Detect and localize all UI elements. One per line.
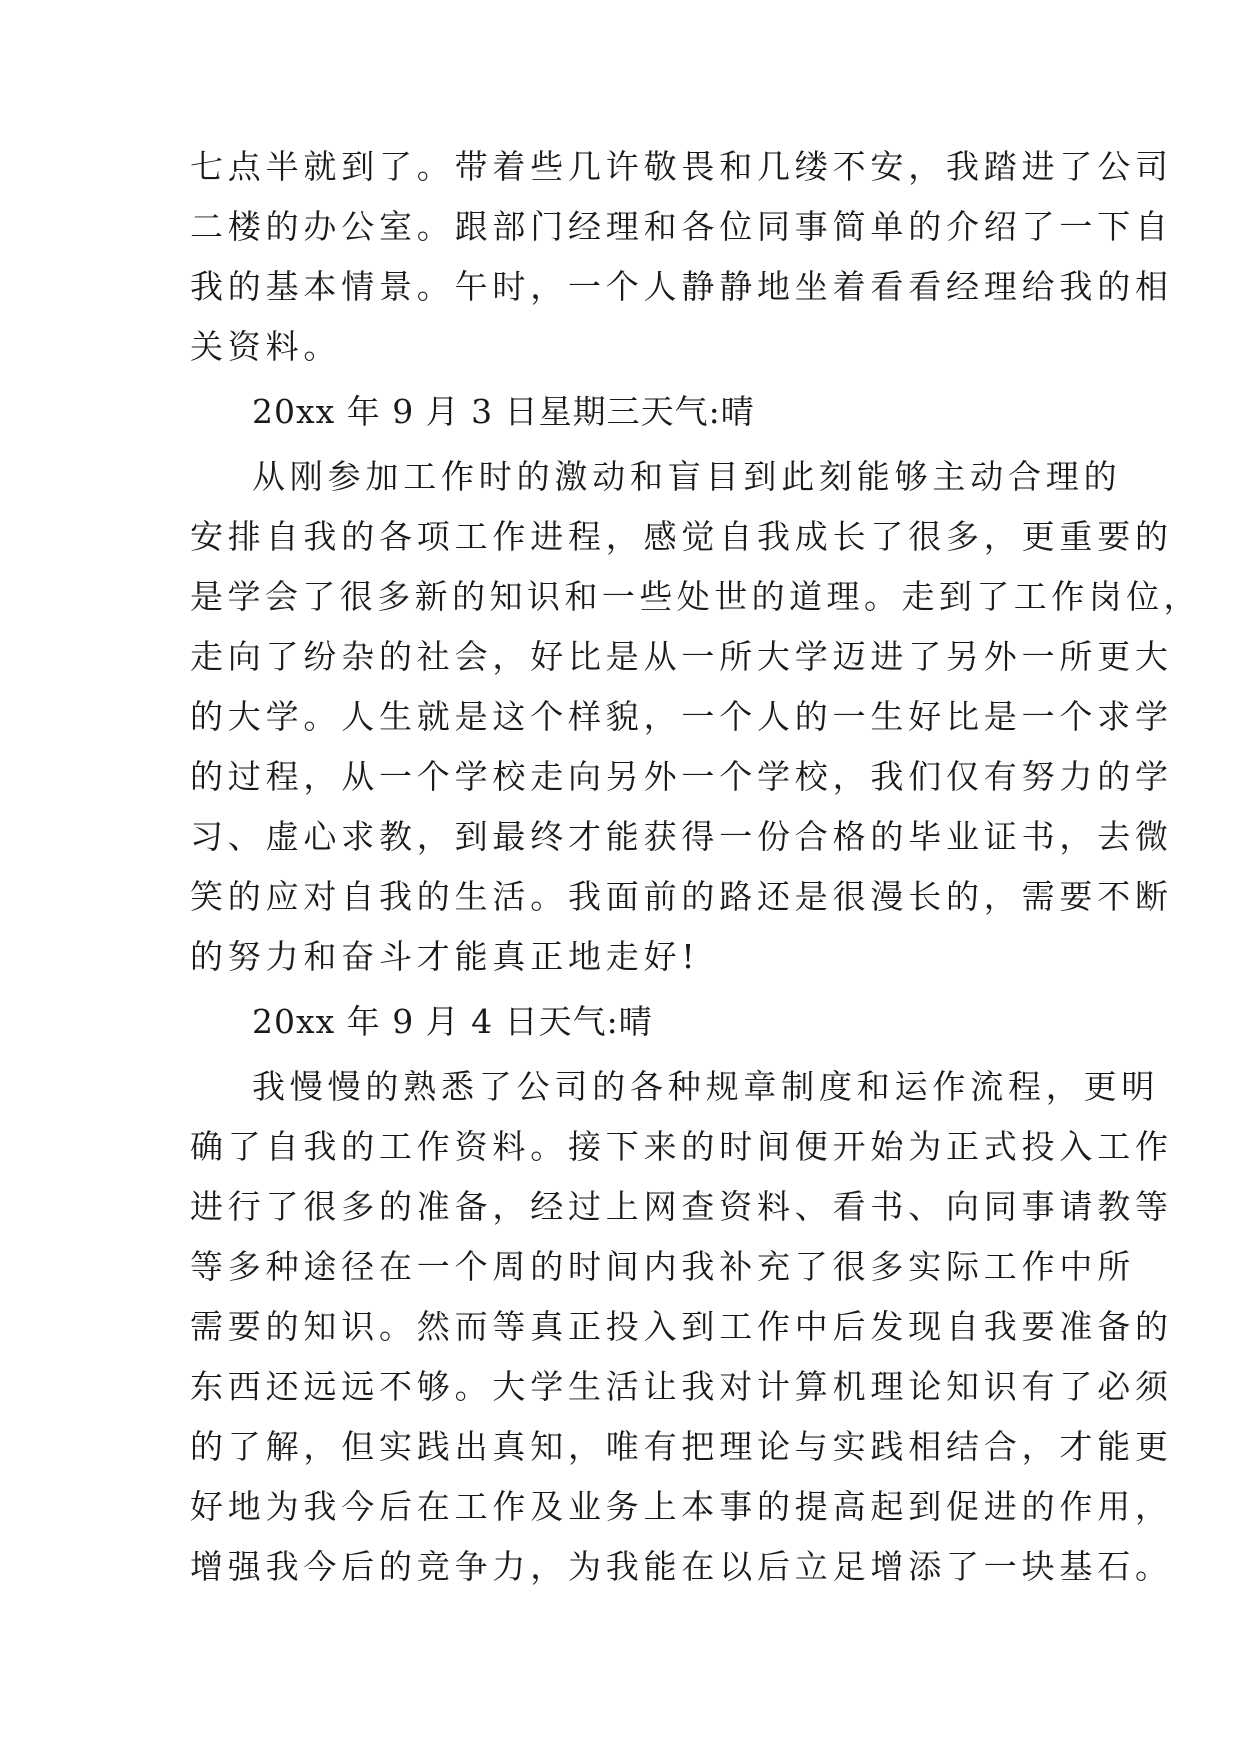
paragraph-line: 东西还远远不够。大学生活让我对计算机理论知识有了必须	[190, 1367, 1173, 1406]
paragraph-line: 的了解，但实践出真知，唯有把理论与实践相结合，才能更	[190, 1427, 1173, 1466]
paragraph-line: 走向了纷杂的社会，好比是从一所大学迈进了另外一所更大	[190, 637, 1173, 676]
paragraph-line: 七点半就到了。带着些几许敬畏和几缕不安，我踏进了公司	[190, 147, 1173, 186]
paragraph-line: 好地为我今后在工作及业务上本事的提高起到促进的作用，	[190, 1487, 1173, 1526]
paragraph-line: 是学会了很多新的知识和一些处世的道理。走到了工作岗位，	[190, 577, 1201, 616]
paragraph-line: 习、虚心求教，到最终才能获得一份合格的毕业证书，去微	[190, 817, 1173, 856]
paragraph-line: 关资料。	[190, 327, 342, 366]
paragraph-line: 等多种途径在一个周的时间内我补充了很多实际工作中所	[190, 1247, 1135, 1286]
paragraph-line: 确了自我的工作资料。接下来的时间便开始为正式投入工作	[190, 1127, 1173, 1166]
diary-date-heading: 20xx 年 9 月 3 日星期三天气:晴	[252, 392, 755, 431]
paragraph-line: 的过程，从一个学校走向另外一个学校，我们仅有努力的学	[190, 757, 1173, 796]
paragraph-line: 的大学。人生就是这个样貌，一个人的一生好比是一个求学	[190, 697, 1173, 736]
paragraph-line: 从刚参加工作时的激动和盲目到此刻能够主动合理的	[252, 457, 1122, 496]
diary-date-heading: 20xx 年 9 月 4 日天气:晴	[252, 1002, 653, 1041]
paragraph-line: 的努力和奋斗才能真正地走好!	[190, 937, 700, 976]
paragraph-line: 我的基本情景。午时，一个人静静地坐着看看经理给我的相	[190, 267, 1173, 306]
paragraph-line: 安排自我的各项工作进程，感觉自我成长了很多，更重要的	[190, 517, 1173, 556]
paragraph-line: 笑的应对自我的生活。我面前的路还是很漫长的，需要不断	[190, 877, 1173, 916]
paragraph-line: 需要的知识。然而等真正投入到工作中后发现自我要准备的	[190, 1307, 1173, 1346]
paragraph-line: 我慢慢的熟悉了公司的各种规章制度和运作流程，更明	[252, 1067, 1160, 1106]
paragraph-line: 进行了很多的准备，经过上网查资料、看书、向同事请教等	[190, 1187, 1173, 1226]
paragraph-line: 二楼的办公室。跟部门经理和各位同事简单的介绍了一下自	[190, 207, 1173, 246]
paragraph-line: 增强我今后的竞争力，为我能在以后立足增添了一块基石。	[190, 1547, 1173, 1586]
